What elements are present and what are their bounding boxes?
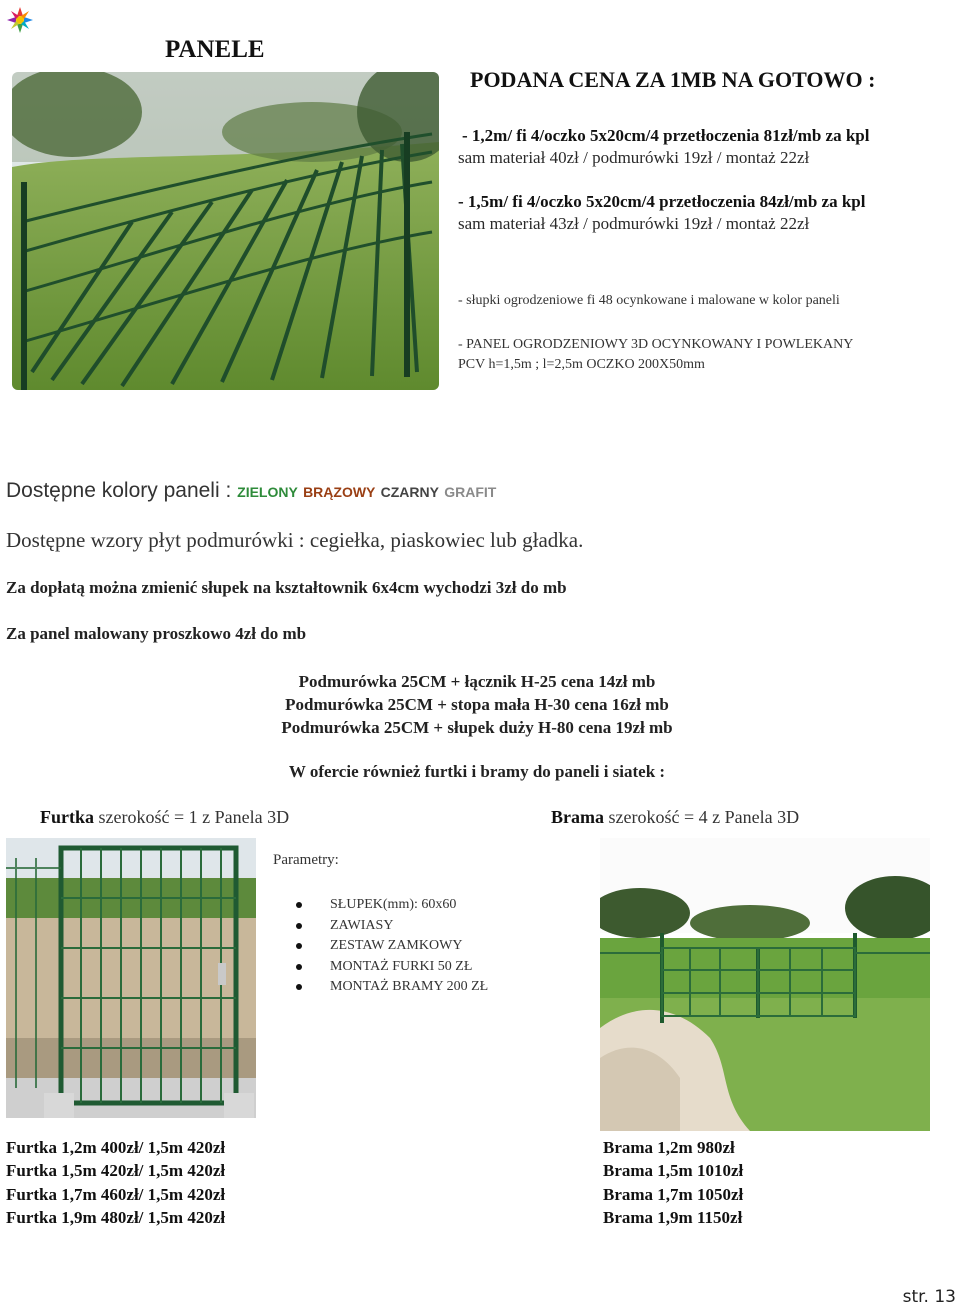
spec-item-2-detail: sam materiał 43zł / podmurówki 19zł / montaż 22zł bbox=[458, 214, 810, 233]
logo-icon bbox=[6, 6, 34, 34]
param-item bbox=[296, 916, 488, 937]
fence-panel-photo bbox=[12, 72, 439, 390]
spec-panel-line-1: - PANEL OGRODZENIOWY 3D OCYNKOWANY I POWLEKANY bbox=[458, 337, 854, 352]
bullet-icon bbox=[296, 943, 302, 949]
param-text: SŁUPEK(mm): 60x60 bbox=[330, 897, 457, 912]
brama-name: Brama bbox=[551, 807, 604, 827]
brama-photo bbox=[600, 838, 930, 1131]
furtka-desc: szerokość = 1 z Panela 3D bbox=[94, 807, 290, 827]
page-title: PANELE bbox=[165, 36, 265, 63]
color-green: ZIELONY bbox=[237, 484, 298, 500]
param-text: MONTAŻ BRAMY 200 ZŁ bbox=[330, 979, 489, 994]
param-item bbox=[296, 936, 488, 957]
colors-label: Dostępne kolory paneli : bbox=[6, 479, 238, 502]
bullet-icon bbox=[296, 902, 302, 908]
price-header: PODANA CENA ZA 1MB NA GOTOWO : bbox=[470, 67, 876, 92]
color-graphite: GRAFIT bbox=[444, 484, 497, 500]
param-text: ZAWIASY bbox=[330, 917, 394, 933]
brama-price-list bbox=[603, 1136, 743, 1230]
brama-price-row: Brama 1,5m 1010zł bbox=[603, 1161, 744, 1181]
param-item bbox=[296, 895, 488, 916]
furtka-price-row: Furtka 1,9m 480zł/ 1,5m 420zł bbox=[6, 1208, 226, 1228]
furtka-price-list bbox=[6, 1136, 225, 1230]
page-number: str. 13 bbox=[902, 1287, 956, 1307]
param-item bbox=[296, 977, 488, 998]
foundation-list bbox=[0, 670, 954, 739]
param-text: MONTAŻ FURKI 50 ZŁ bbox=[330, 958, 473, 974]
furtka-photo bbox=[6, 838, 256, 1118]
bullet-icon bbox=[296, 923, 302, 929]
furtka-image bbox=[6, 838, 256, 1118]
spec-item-2-title: - 1,5m/ fi 4/oczko 5x20cm/4 przetłoczenia 84zł/mb za kpl bbox=[458, 192, 866, 211]
spec-item-1 bbox=[458, 125, 869, 169]
brama-desc: szerokość = 4 z Panela 3D bbox=[604, 807, 800, 827]
param-text: ZESTAW ZAMKOWY bbox=[330, 938, 463, 953]
furtka-heading bbox=[40, 807, 289, 828]
spec-panel-line-2: PCV h=1,5m ; l=2,5m OCZKO 200X50mm bbox=[458, 357, 705, 372]
param-item bbox=[296, 957, 488, 978]
fence-panel-image bbox=[12, 72, 439, 390]
furtka-price-row: Furtka 1,7m 460zł/ 1,5m 420zł bbox=[6, 1184, 226, 1204]
patterns-line: Dostępne wzory płyt podmurówki : cegiełka, piaskowiec lub gładka. bbox=[6, 528, 584, 552]
spec-item-2 bbox=[458, 191, 865, 235]
foundation-item: Podmurówka 25CM + słupek duży H-80 cena 19zł mb bbox=[281, 718, 673, 737]
brama-price-row: Brama 1,2m 980zł bbox=[603, 1138, 735, 1157]
params-list bbox=[296, 895, 488, 998]
colors-line bbox=[6, 478, 496, 503]
bullet-icon bbox=[296, 984, 302, 990]
furtka-name: Furtka bbox=[40, 807, 94, 827]
spec-item-1-title: - 1,2m/ fi 4/oczko 5x20cm/4 przetłoczenia 81zł/mb za kpl bbox=[462, 126, 870, 145]
extra-post-option: Za dopłatą można zmienić słupek na kształtownik 6x4cm wychodzi 3zł do mb bbox=[6, 578, 567, 597]
color-black: CZARNY bbox=[380, 484, 439, 500]
color-brown: BRĄZOWY bbox=[303, 484, 376, 500]
params-title: Parametry: bbox=[273, 852, 339, 868]
offer-heading: W ofercie również furtki i bramy do paneli i siatek : bbox=[288, 762, 666, 781]
bullet-icon bbox=[296, 964, 302, 970]
brama-image bbox=[600, 838, 930, 1131]
spec-panel bbox=[458, 335, 853, 375]
furtka-price-row: Furtka 1,5m 420zł/ 1,5m 420zł bbox=[6, 1161, 226, 1181]
foundation-item: Podmurówka 25CM + stopa mała H-30 cena 16zł mb bbox=[285, 695, 669, 714]
brama-heading bbox=[551, 807, 799, 828]
furtka-price-row: Furtka 1,2m 400zł/ 1,5m 420zł bbox=[6, 1138, 226, 1157]
spec-item-1-detail: sam materiał 40zł / podmurówki 19zł / montaż 22zł bbox=[458, 148, 810, 167]
brama-price-row: Brama 1,9m 1150zł bbox=[603, 1208, 743, 1228]
brama-price-row: Brama 1,7m 1050zł bbox=[603, 1184, 744, 1204]
extra-powder-option: Za panel malowany proszkowo 4zł do mb bbox=[6, 624, 307, 643]
foundation-item: Podmurówka 25CM + łącznik H-25 cena 14zł mb bbox=[298, 672, 656, 691]
spec-posts: - słupki ogrodzeniowe fi 48 ocynkowane i malowane w kolor paneli bbox=[458, 293, 840, 308]
